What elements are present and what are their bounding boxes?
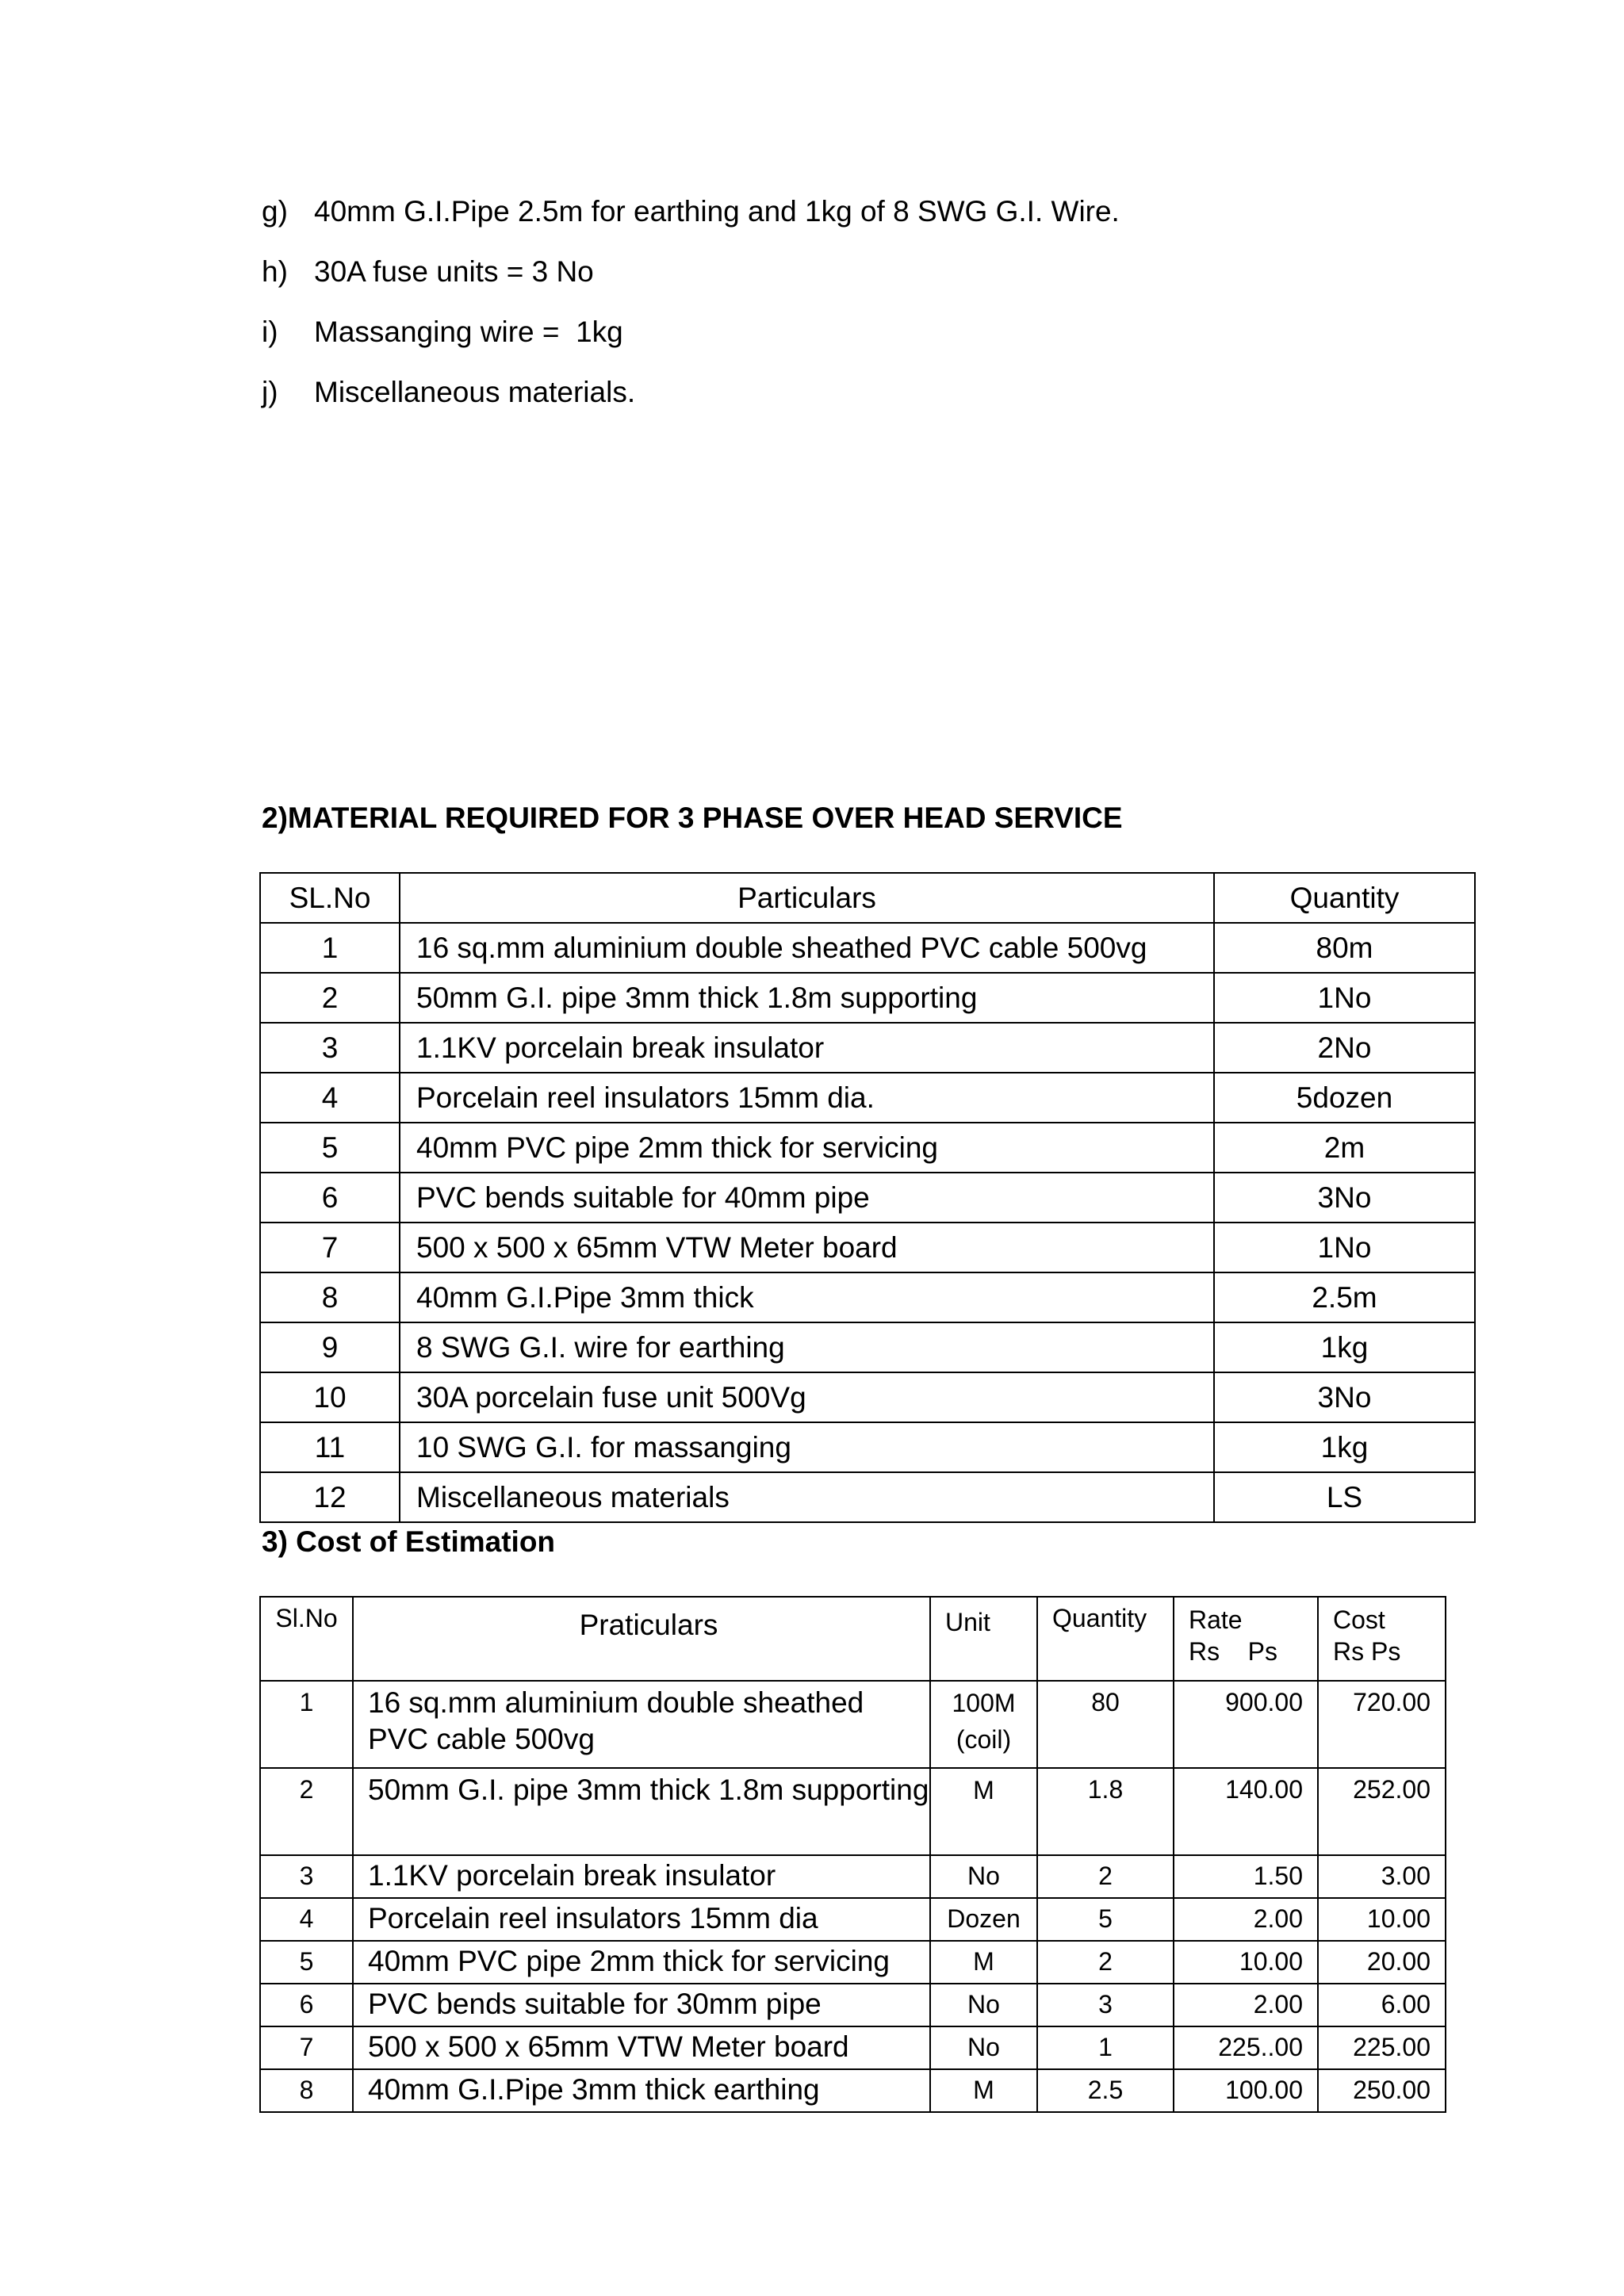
cell-unit: No	[930, 2026, 1037, 2069]
cell-quantity: 1No	[1214, 973, 1475, 1023]
material-heading: 2)MATERIAL REQUIRED FOR 3 PHASE OVER HEAD SERVICE	[262, 802, 1123, 834]
header-rate-label: Rate	[1189, 1605, 1243, 1634]
cell-quantity: 1	[1037, 2026, 1174, 2069]
cell-quantity: 2m	[1214, 1123, 1475, 1173]
cost-heading: 3) Cost of Estimation	[262, 1525, 556, 1558]
cell-quantity: 3	[1037, 1984, 1174, 2026]
table-row	[260, 1322, 1475, 1372]
cell-quantity: 5	[1037, 1898, 1174, 1941]
cell-sl-no: 5	[260, 1941, 353, 1984]
table-row	[260, 1472, 1475, 1522]
cell-particulars: 30A porcelain fuse unit 500Vg	[400, 1372, 1214, 1422]
cell-cost: 225.00	[1318, 2026, 1446, 2069]
header-particulars: Praticulars	[353, 1597, 930, 1681]
cell-unit: No	[930, 1984, 1037, 2026]
cell-sl-no: 7	[260, 1223, 400, 1272]
header-quantity: Quantity	[1214, 873, 1475, 923]
cell-sl-no: 3	[260, 1855, 353, 1898]
table-row	[260, 973, 1475, 1023]
cell-sl-no: 7	[260, 2026, 353, 2069]
cell-quantity: 1kg	[1214, 1322, 1475, 1372]
table-row	[260, 1898, 1446, 1941]
list-text: Massanging wire = 1kg	[314, 316, 623, 348]
cell-particulars: Porcelain reel insulators 15mm dia	[353, 1898, 930, 1941]
cell-particulars: PVC bends suitable for 30mm pipe	[353, 1984, 930, 2026]
cell-cost: 720.00	[1318, 1681, 1446, 1768]
cell-particulars: 1.1KV porcelain break insulator	[353, 1855, 930, 1898]
header-cost	[1318, 1597, 1446, 1681]
table-row	[260, 1984, 1446, 2026]
cell-sl-no: 10	[260, 1372, 400, 1422]
cell-quantity: 80	[1037, 1681, 1174, 1768]
cell-sl-no: 3	[260, 1023, 400, 1073]
cell-rate: 900.00	[1174, 1681, 1318, 1768]
header-unit: Unit	[930, 1597, 1037, 1681]
table-row	[260, 1173, 1475, 1223]
table-row	[260, 1372, 1475, 1422]
cell-unit: 100M (coil)	[930, 1681, 1037, 1768]
cell-unit: M	[930, 1941, 1037, 1984]
cell-particulars: 40mm G.I.Pipe 3mm thick earthing	[353, 2069, 930, 2112]
cell-sl-no: 8	[260, 1272, 400, 1322]
header-sl-no: Sl.No	[260, 1597, 353, 1681]
cell-particulars: 10 SWG G.I. for massanging	[400, 1422, 1214, 1472]
table-row	[260, 1681, 1446, 1768]
cell-quantity: 2.5m	[1214, 1272, 1475, 1322]
cell-sl-no: 5	[260, 1123, 400, 1173]
table-row	[260, 1768, 1446, 1855]
list-item	[262, 375, 1530, 410]
cell-sl-no: 12	[260, 1472, 400, 1522]
table-row	[260, 2069, 1446, 2112]
cell-quantity: 80m	[1214, 923, 1475, 973]
table-row	[260, 1855, 1446, 1898]
cell-quantity: 1kg	[1214, 1422, 1475, 1472]
cell-sl-no: 4	[260, 1073, 400, 1123]
table-row	[260, 1941, 1446, 1984]
cell-cost: 6.00	[1318, 1984, 1446, 2026]
cell-particulars: 8 SWG G.I. wire for earthing	[400, 1322, 1214, 1372]
cell-sl-no: 2	[260, 973, 400, 1023]
cell-sl-no: 1	[260, 1681, 353, 1768]
list-marker: j)	[262, 376, 278, 408]
header-quantity: Quantity	[1037, 1597, 1174, 1681]
cell-rate: 140.00	[1174, 1768, 1318, 1855]
cell-quantity: 2.5	[1037, 2069, 1174, 2112]
header-cost-label: Cost	[1333, 1605, 1385, 1634]
cell-rate: 225..00	[1174, 2026, 1318, 2069]
cell-unit: M	[930, 1768, 1037, 1855]
cell-sl-no: 2	[260, 1768, 353, 1855]
table-row	[260, 1223, 1475, 1272]
cell-sl-no: 6	[260, 1173, 400, 1223]
header-sl-no: SL.No	[260, 873, 400, 923]
cell-particulars: Miscellaneous materials	[400, 1472, 1214, 1522]
list-marker: g)	[262, 195, 288, 228]
table-header-row	[260, 873, 1475, 923]
cell-rate: 2.00	[1174, 1898, 1318, 1941]
cell-quantity: 2	[1037, 1941, 1174, 1984]
list-marker: h)	[262, 255, 288, 288]
cell-particulars: 500 x 500 x 65mm VTW Meter board	[400, 1223, 1214, 1272]
cell-particulars: 16 sq.mm aluminium double sheathed PVC cable 500vg	[353, 1681, 930, 1768]
cell-particulars: 50mm G.I. pipe 3mm thick 1.8m supporting	[400, 973, 1214, 1023]
table-row	[260, 1023, 1475, 1073]
cell-unit: M	[930, 2069, 1037, 2112]
cell-unit: Dozen	[930, 1898, 1037, 1941]
cell-quantity: LS	[1214, 1472, 1475, 1522]
cell-cost: 252.00	[1318, 1768, 1446, 1855]
table-row	[260, 1073, 1475, 1123]
materials-list	[262, 194, 1530, 435]
cell-quantity: 2	[1037, 1855, 1174, 1898]
material-table	[259, 872, 1476, 1523]
cell-particulars: Porcelain reel insulators 15mm dia.	[400, 1073, 1214, 1123]
cell-quantity: 5dozen	[1214, 1073, 1475, 1123]
cell-cost: 3.00	[1318, 1855, 1446, 1898]
table-header-row	[260, 1597, 1446, 1681]
cell-sl-no: 6	[260, 1984, 353, 2026]
cell-quantity: 1No	[1214, 1223, 1475, 1272]
cell-quantity: 3No	[1214, 1372, 1475, 1422]
cell-quantity: 3No	[1214, 1173, 1475, 1223]
cell-quantity: 1.8	[1037, 1768, 1174, 1855]
cell-rate: 2.00	[1174, 1984, 1318, 2026]
header-particulars: Particulars	[400, 873, 1214, 923]
cell-particulars: 500 x 500 x 65mm VTW Meter board	[353, 2026, 930, 2069]
cell-rate: 10.00	[1174, 1941, 1318, 1984]
header-rate-sub: Rs Ps	[1189, 1637, 1278, 1666]
list-text: 40mm G.I.Pipe 2.5m for earthing and 1kg of 8 SWG G.I. Wire.	[314, 195, 1120, 228]
table-row	[260, 1123, 1475, 1173]
cell-particulars: 40mm PVC pipe 2mm thick for servicing	[353, 1941, 930, 1984]
cell-particulars: PVC bends suitable for 40mm pipe	[400, 1173, 1214, 1223]
list-text: 30A fuse units = 3 No	[314, 255, 594, 288]
cell-particulars: 50mm G.I. pipe 3mm thick 1.8m supporting	[353, 1768, 930, 1855]
cost-table	[259, 1596, 1446, 2113]
table-row	[260, 2026, 1446, 2069]
cell-particulars: 40mm G.I.Pipe 3mm thick	[400, 1272, 1214, 1322]
table-row	[260, 1272, 1475, 1322]
header-cost-sub: Rs Ps	[1333, 1637, 1401, 1666]
table-row	[260, 1422, 1475, 1472]
cell-unit: No	[930, 1855, 1037, 1898]
table-row	[260, 923, 1475, 973]
cell-sl-no: 11	[260, 1422, 400, 1472]
cell-quantity: 2No	[1214, 1023, 1475, 1073]
list-text: Miscellaneous materials.	[314, 376, 636, 408]
cell-particulars: 1.1KV porcelain break insulator	[400, 1023, 1214, 1073]
list-item	[262, 254, 1530, 289]
cell-rate: 1.50	[1174, 1855, 1318, 1898]
cell-rate: 100.00	[1174, 2069, 1318, 2112]
cell-sl-no: 9	[260, 1322, 400, 1372]
list-item	[262, 315, 1530, 350]
cell-particulars: 16 sq.mm aluminium double sheathed PVC cable 500vg	[400, 923, 1214, 973]
list-marker: i)	[262, 316, 278, 348]
cell-cost: 250.00	[1318, 2069, 1446, 2112]
list-item	[262, 194, 1530, 229]
header-rate	[1174, 1597, 1318, 1681]
cell-cost: 10.00	[1318, 1898, 1446, 1941]
cell-sl-no: 4	[260, 1898, 353, 1941]
cell-sl-no: 8	[260, 2069, 353, 2112]
cell-sl-no: 1	[260, 923, 400, 973]
cell-cost: 20.00	[1318, 1941, 1446, 1984]
cell-particulars: 40mm PVC pipe 2mm thick for servicing	[400, 1123, 1214, 1173]
